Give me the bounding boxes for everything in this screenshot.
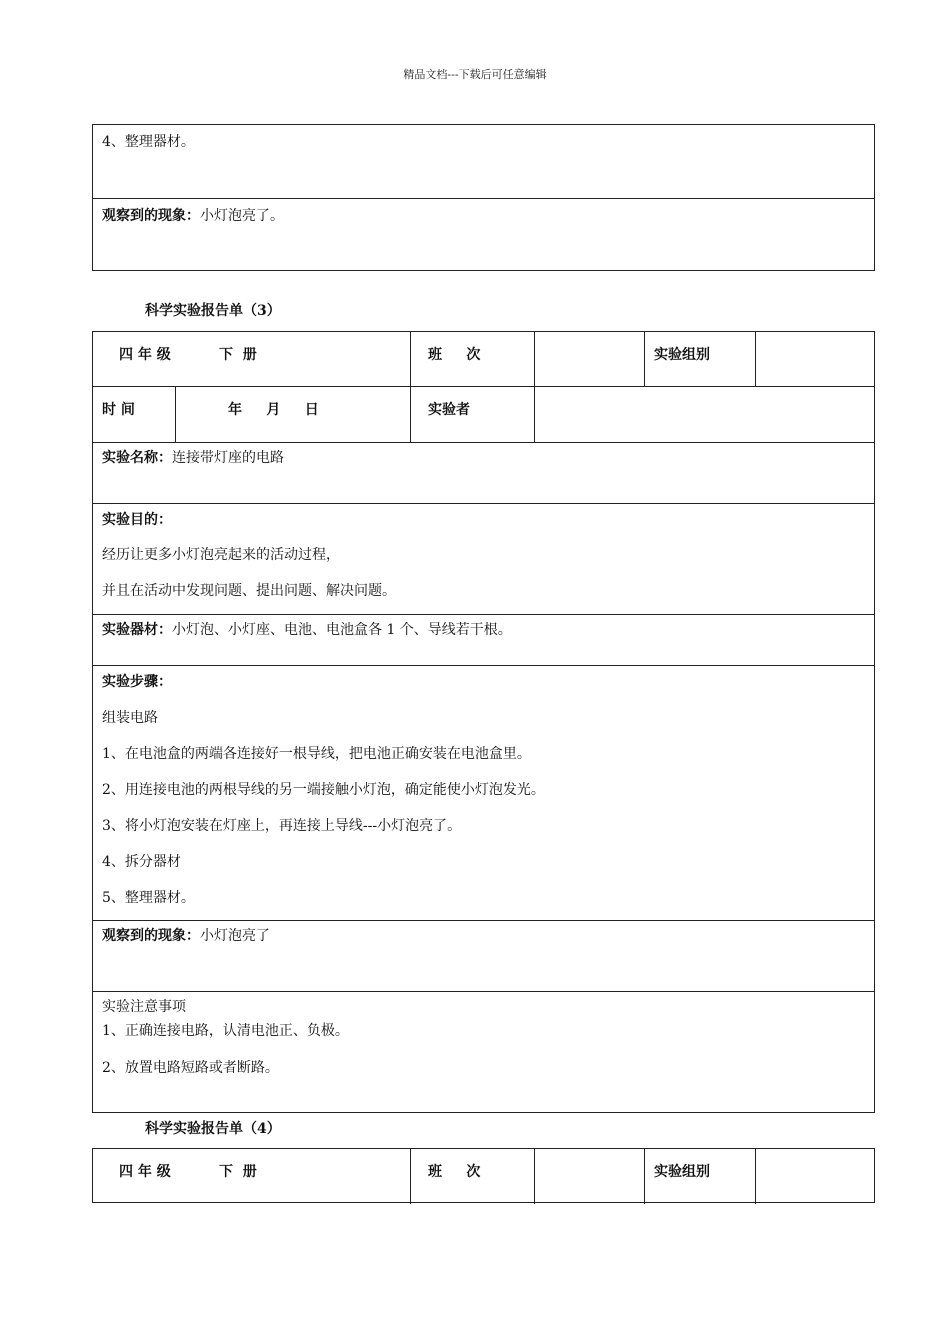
report4-title: 科学实验报告单（4） [145,1121,281,1137]
notes-line: 1、正确连接电路，认清电池正、负极。 [102,1023,349,1039]
experiment-name-value: 连接带灯座的电路 [172,450,284,466]
steps-line: 3、将小灯泡安装在灯座上，再连接上导线---小灯泡亮了。 [102,818,462,834]
steps-label: 实验步骤： [102,674,172,690]
purpose-line: 并且在活动中发现问题、提出问题、解决问题。 [102,583,396,599]
steps-line: 1、在电池盒的两端各连接好一根导线，把电池正确安装在电池盒里。 [102,746,531,762]
observation [102,925,270,945]
col-divider [644,1149,645,1204]
prev-observation-label: 观察到的现象： [102,208,200,224]
steps-line: 组装电路 [102,710,158,726]
observation-label: 观察到的现象： [102,928,200,944]
row-divider [93,198,874,199]
row-divider [93,442,874,443]
row-divider [93,614,874,615]
report3-table [92,331,875,1113]
col-divider [755,332,756,386]
report4-table [92,1148,875,1203]
row-divider [93,386,874,387]
notes-line: 2、放置电路短路或者断路。 [102,1060,279,1076]
steps-line: 5、整理器材。 [102,890,195,906]
prev-observation [102,205,284,225]
experiment-name-label: 实验名称： [102,450,172,466]
observation-value: 小灯泡亮了 [200,928,270,944]
prev-observation-value: 小灯泡亮了。 [200,208,284,224]
prev-report-table [92,124,875,271]
materials-value: 小灯泡、小灯座、电池、电池盒各 1 个、导线若干根。 [172,622,512,638]
materials-label: 实验器材： [102,622,172,638]
col-divider [175,386,176,442]
steps-line: 4、拆分器材 [102,854,181,870]
col-divider [534,332,535,386]
notes-title: 实验注意事项 [102,999,186,1015]
volume-label: 下 册 [219,1164,257,1180]
class-label: 班 次 [428,347,481,363]
date-label: 年 月 日 [228,402,319,418]
grade-label: 四 年 级 [119,1164,171,1180]
steps-line: 2、用连接电池的两根导线的另一端接触小灯泡，确定能使小灯泡发光。 [102,782,545,798]
col-divider [410,386,411,442]
report3-title: 科学实验报告单（3） [145,303,281,319]
col-divider [410,332,411,386]
row-divider [93,991,874,992]
purpose-line: 经历让更多小灯泡亮起来的活动过程， [102,547,340,563]
group-label: 实验组别 [654,1164,710,1180]
col-divider [410,1149,411,1204]
materials [102,619,512,639]
col-divider [644,332,645,386]
col-divider [534,1149,535,1204]
row-divider [93,920,874,921]
volume-label: 下 册 [219,347,257,363]
page-header: 精品文档---下载后可任意编辑 [403,68,547,81]
row-divider [93,503,874,504]
grade-label: 四 年 级 [119,347,171,363]
row-divider [93,665,874,666]
prev-step-4: 4、整理器材。 [102,134,195,150]
class-label: 班 次 [428,1164,481,1180]
purpose-label: 实验目的： [102,512,172,528]
experimenter-label: 实验者 [428,402,470,418]
col-divider [755,1149,756,1204]
group-label: 实验组别 [654,347,710,363]
time-label: 时 间 [102,402,135,418]
col-divider [534,386,535,442]
experiment-name [102,447,284,467]
